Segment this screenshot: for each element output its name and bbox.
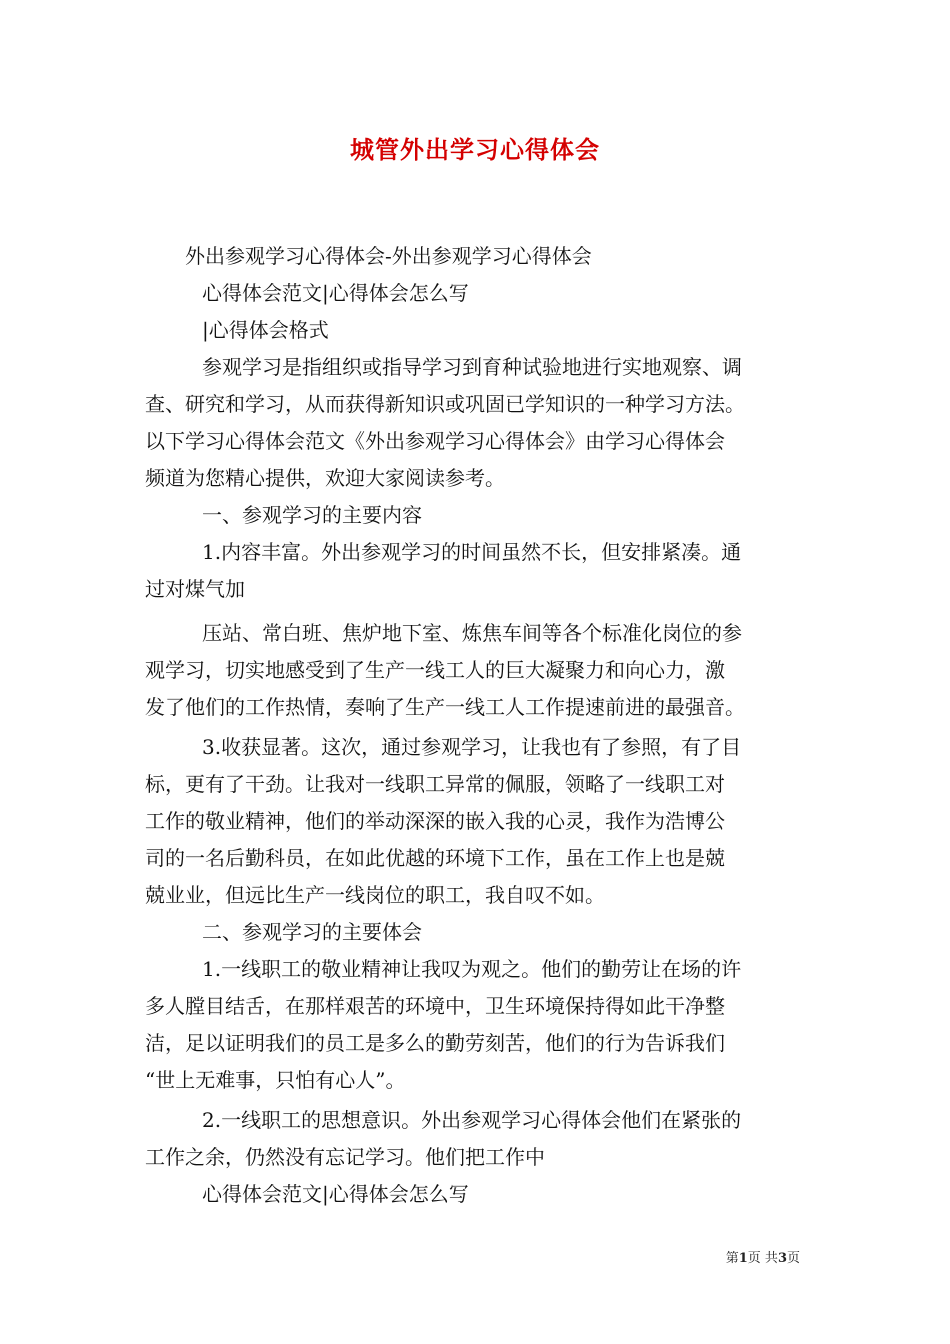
text-line: |心得体会格式 (202, 318, 329, 342)
document-title: 城管外出学习心得体会 (350, 135, 600, 164)
section-heading: 一、参观学习的主要内容 (202, 503, 422, 527)
paragraph-line: 过对煤气加 (145, 577, 245, 601)
paragraph-line: 以下学习心得体会范文《外出参观学习心得体会》由学习心得体会 (145, 429, 725, 453)
text-line: 外出参观学习心得体会-外出参观学习心得体会 (185, 244, 592, 268)
paragraph-line: 工作的敬业精神，他们的举动深深的嵌入我的心灵，我作为浩博公 (145, 809, 725, 833)
paragraph-line: 多人膛目结舌，在那样艰苦的环境中，卫生环境保持得如此干净整 (145, 994, 725, 1018)
paragraph-line: 洁，足以证明我们的员工是多么的勤劳刻苦，他们的行为告诉我们 (145, 1031, 725, 1055)
paragraph-line: 压站、常白班、焦炉地下室、炼焦车间等各个标准化岗位的参 (202, 621, 742, 645)
footer-prefix: 第 (725, 1251, 739, 1266)
paragraph-line: 兢业业，但远比生产一线岗位的职工，我自叹不如。 (145, 883, 605, 907)
document-body (145, 238, 810, 1213)
text-line: 心得体会范文|心得体会怎么写 (202, 1182, 469, 1206)
text-line: 心得体会范文|心得体会怎么写 (202, 281, 469, 305)
paragraph-line: 频道为您精心提供，欢迎大家阅读参考。 (145, 466, 505, 490)
paragraph-line: 2.一线职工的思想意识。外出参观学习心得体会他们在紧张的 (202, 1108, 742, 1132)
footer-suffix: 页 (786, 1251, 800, 1266)
paragraph-line: 查、研究和学习，从而获得新知识或巩固已学知识的一种学习方法。 (145, 392, 745, 416)
paragraph-line: 发了他们的工作热情，奏响了生产一线工人工作提速前进的最强音。 (145, 695, 745, 719)
paragraph-line: 观学习，切实地感受到了生产一线工人的巨大凝聚力和向心力，激 (145, 658, 725, 682)
paragraph-line: 司的一名后勤科员，在如此优越的环境下工作，虽在工作上也是兢 (145, 846, 725, 870)
paragraph-line: 1.一线职工的敬业精神让我叹为观之。他们的勤劳让在场的许 (202, 957, 742, 981)
footer-middle: 页 共 (747, 1251, 778, 1266)
total-pages-number: 3 (777, 1251, 787, 1266)
paragraph-line: 工作之余，仍然没有忘记学习。他们把工作中 (145, 1145, 545, 1169)
paragraph-line: 标，更有了干劲。让我对一线职工异常的佩服，领略了一线职工对 (145, 772, 725, 796)
paragraph-line: 3.收获显著。这次，通过参观学习，让我也有了参照，有了目 (202, 735, 742, 759)
paragraph-line: 1.内容丰富。外出参观学习的时间虽然不长，但安排紧凑。通 (202, 540, 742, 564)
current-page-number: 1 (738, 1251, 748, 1266)
paragraph-line: “世上无难事，只怕有心人”。 (145, 1068, 406, 1092)
paragraph-line: 参观学习是指组织或指导学习到育种试验地进行实地观察、调 (202, 355, 742, 379)
page-number-footer (726, 1250, 800, 1268)
section-heading: 二、参观学习的主要体会 (202, 920, 422, 944)
